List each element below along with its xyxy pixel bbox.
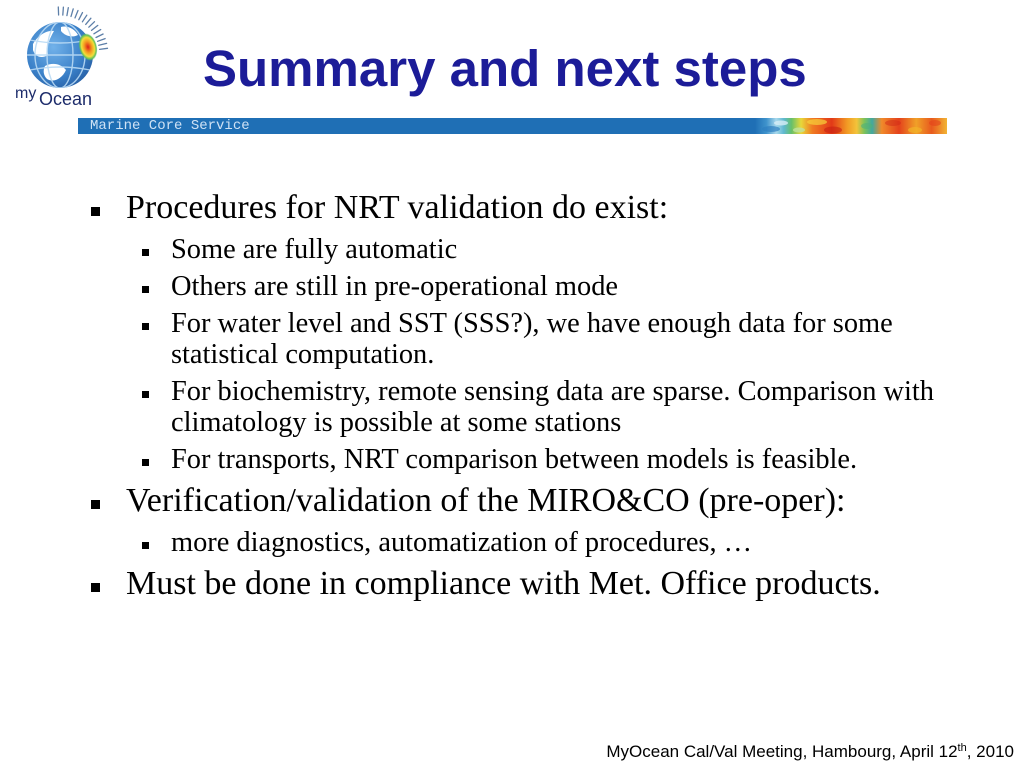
sea-temperature-strip <box>755 118 947 134</box>
slide-footer <box>606 742 1014 762</box>
bullet-text: For water level and SST (SSS?), we have enough data for some statistical computation. <box>171 308 893 370</box>
bullet-item-level-1 <box>0 188 1024 228</box>
bullet-text: more diagnostics, automatization of procedures, … <box>171 527 753 558</box>
bullet-text: Must be done in compliance with Met. Office products. <box>126 565 881 602</box>
globe-logo-icon <box>0 0 120 90</box>
bullet-item-level-2 <box>0 308 1024 370</box>
bullet-item-level-2 <box>0 444 1024 475</box>
bullet-text: Verification/validation of the MIRO&CO (pre-oper): <box>126 482 846 519</box>
square-bullet-icon <box>91 207 100 216</box>
banner-label: Marine Core Service <box>90 118 250 134</box>
bullet-item-level-2 <box>0 527 1024 558</box>
bullet-text: Some are fully automatic <box>171 234 458 265</box>
square-bullet-icon <box>142 286 149 293</box>
bullet-item-level-2 <box>0 234 1024 265</box>
bullet-list <box>0 188 1024 604</box>
footer-superscript: th <box>957 742 967 754</box>
square-bullet-icon <box>142 459 149 466</box>
bullet-item-level-2 <box>0 376 1024 438</box>
bullet-item-level-1 <box>0 564 1024 604</box>
square-bullet-icon <box>91 583 100 592</box>
square-bullet-icon <box>142 323 149 330</box>
square-bullet-icon <box>142 249 149 256</box>
slide-title: Summary and next steps <box>203 40 807 97</box>
header-banner <box>78 118 947 134</box>
logo-text-ocean: Ocean <box>39 89 93 109</box>
bullet-text: For transports, NRT comparison between models is feasible. <box>171 444 858 475</box>
bullet-text: For biochemistry, remote sensing data are sparse. Comparison with climatology is possible at some stations <box>171 376 934 438</box>
footer-text: MyOcean Cal/Val Meeting, Hambourg, April 12 <box>606 742 958 761</box>
logo-text-my: my <box>15 85 37 102</box>
square-bullet-icon <box>142 542 149 549</box>
bullet-text: Procedures for NRT validation do exist: <box>126 189 669 226</box>
footer-year: , 2010 <box>966 742 1014 761</box>
bullet-item-level-2 <box>0 271 1024 302</box>
bullet-item-level-1 <box>0 481 1024 521</box>
square-bullet-icon <box>142 391 149 398</box>
bullet-text: Others are still in pre-operational mode <box>171 271 618 302</box>
square-bullet-icon <box>91 500 100 509</box>
myocean-logo <box>0 0 120 112</box>
